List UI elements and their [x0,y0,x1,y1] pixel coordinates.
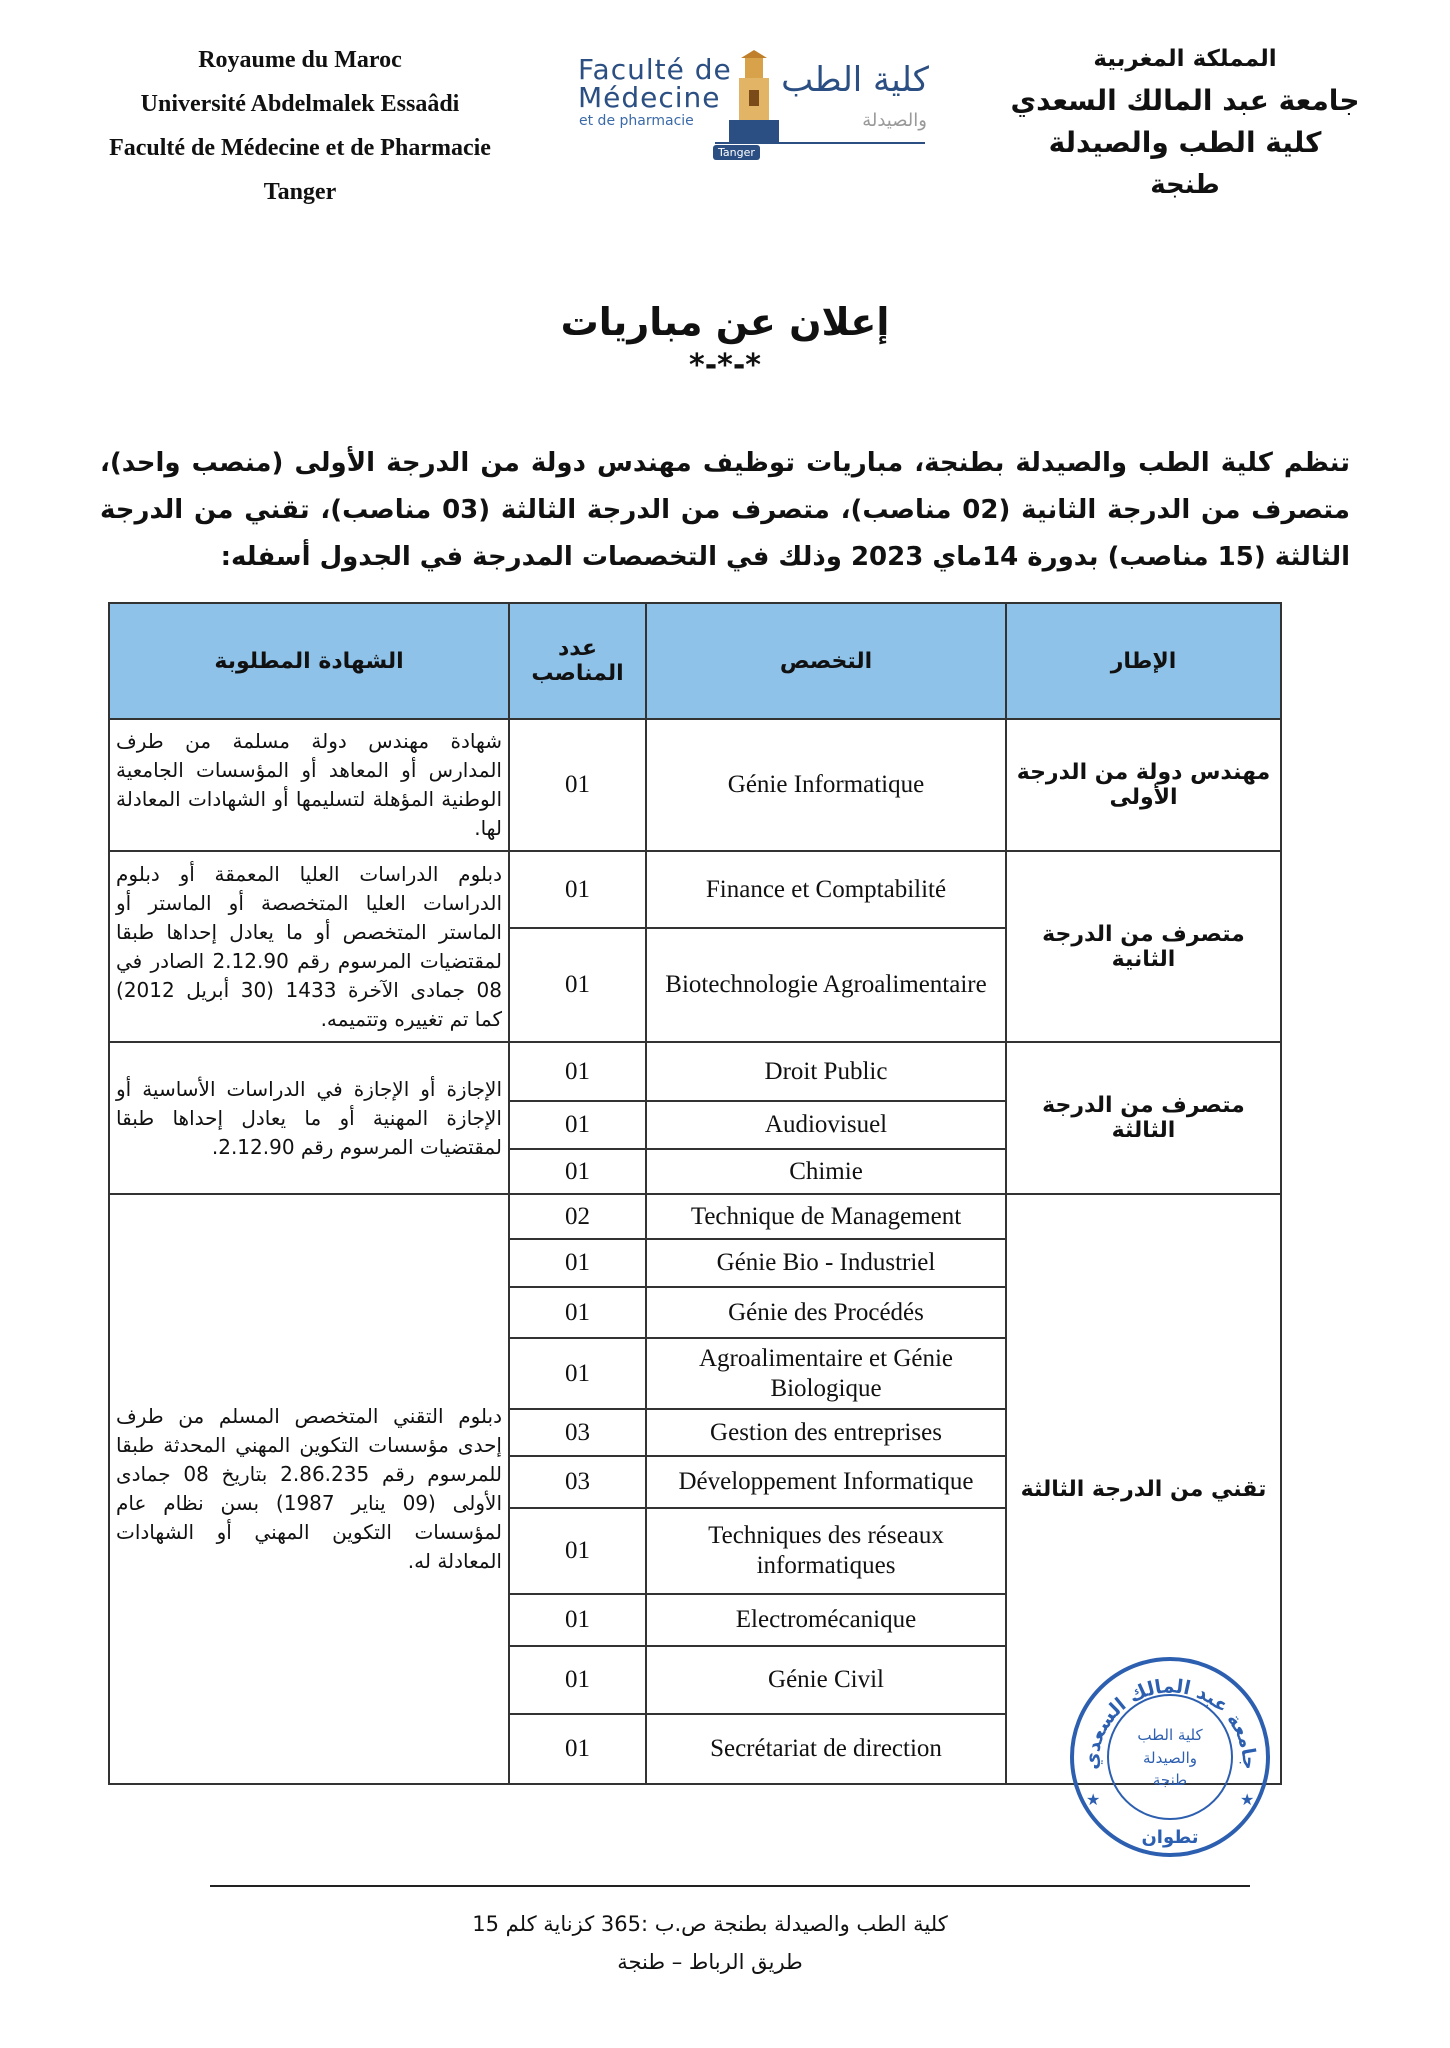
count-cell: 01 [509,1646,646,1714]
tower-icon [725,50,783,150]
specialty-cell: Electromécanique [646,1594,1006,1646]
specialty-cell: Développement Informatique [646,1456,1006,1508]
specialty-cell: Génie Bio - Industriel [646,1239,1006,1287]
specialty-cell: Techniques des réseaux informatiques [646,1508,1006,1594]
header-rank: الإطار [1006,603,1281,719]
table-row [109,851,1281,928]
footer-divider [210,1885,1250,1887]
logo-arabic-sub: والصيدلة [862,110,927,131]
footer-line: كلية الطب والصيدلة بطنجة ص.ب :365 كزناية كلم 15 [472,1912,948,1936]
faculty-logo [575,50,935,165]
count-cell: 01 [509,1149,646,1194]
diploma-cell: دبلوم التقني المتخصص المسلم من طرف إحدى مؤسسات التكوين المهني المحدثة طبقا للمرسوم رقم 2.86.235 بتاريخ 08 جمادى الأولى (09 يناير 1987) بسن نظام عام لمؤسسات التكوين المهني أو الشهادات المعادلة له. [109,1194,509,1784]
header-left-line: Faculté de Médecine et de Pharmacie [109,135,491,161]
header-diploma: الشهادة المطلوبة [109,603,509,719]
logo-arabic-name: كلية الطب [781,60,929,100]
header-right-line: جامعة عبد المالك السعدي [1010,84,1360,117]
count-cell: 01 [509,1239,646,1287]
count-cell: 01 [509,1714,646,1784]
stamp-center-line: طنجة [1152,1771,1188,1789]
specialty-cell: Secrétariat de direction [646,1714,1006,1784]
header-right-line: كلية الطب والصيدلة [1048,126,1322,159]
diploma-cell: الإجازة أو الإجازة في الدراسات الأساسية أو الإجازة المهنية أو ما يعادل إحداها طبقا لمقتضيات المرسوم رقم 2.12.90. [109,1042,509,1194]
rank-cell: مهندس دولة من الدرجة الأولى [1006,719,1281,851]
specialty-cell: Chimie [646,1149,1006,1194]
logo-french-name [578,53,732,114]
specialty-cell: Finance et Comptabilité [646,851,1006,928]
diploma-cell: دبلوم الدراسات العليا المعمقة أو دبلوم الدراسات العليا المتخصصة أو الماستر أو الماستر المتخصص أو ما يعادل إحداها طبقا لمقتضيات المرسوم رقم 2.12.90 الصادر في 08 جمادى الآخرة 1433 (30 أبريل 2012) كما تم تغييره وتتميمه. [109,851,509,1042]
title-separator: *-*-* [689,348,761,383]
header-left-line: Tanger [263,179,337,205]
count-cell: 03 [509,1456,646,1508]
logo-badge: Tanger [713,145,760,160]
stamp-center-line: والصيدلة [1142,1749,1198,1767]
logo-underline [715,142,925,144]
count-cell: 01 [509,1338,646,1409]
count-cell: 01 [509,1042,646,1101]
intro-paragraph: تنظم كلية الطب والصيدلة بطنجة، مباريات توظيف مهندس دولة من الدرجة الأولى (منصب واحد)، متصرف من الدرجة الثانية (02 مناصب)، متصرف من الدرجة الثالثة (03 مناصب)، تقني من الدرجة الثالثة (15 مناصب) بدورة 14ماي 2023 وذلك في التخصصات المدرجة في الجدول أسفله: [100,448,1350,572]
table-header-row [109,603,1281,719]
diploma-cell: شهادة مهندس دولة مسلمة من طرف المدارس أو المعاهد أو المؤسسات الجامعية الوطنية المؤهلة لتسليمها أو الشهادات المعادلة لها. [109,719,509,851]
table-row [109,1042,1281,1101]
specialty-cell: Audiovisuel [646,1101,1006,1149]
header-count: عدد المناصب [509,603,646,719]
specialty-cell: Technique de Management [646,1194,1006,1239]
stamp-bottom-text: تطوان [1141,1827,1199,1848]
header-left-line: Royaume du Maroc [198,47,402,73]
stamp-star-icon: ★ [1240,1790,1255,1809]
logo-fr-line1: Faculté de [578,53,732,86]
rank-cell: تقني من الدرجة الثالثة [1006,1194,1281,1784]
specialty-cell: Agroalimentaire et Génie Biologique [646,1338,1006,1409]
count-cell: 02 [509,1194,646,1239]
header-right-block [1000,38,1370,206]
header-left-block [80,38,520,214]
specialty-cell: Gestion des entreprises [646,1409,1006,1456]
specialty-cell: Génie Informatique [646,719,1006,851]
positions-table [108,602,1282,1785]
page-title: إعلان عن مباريات [560,300,890,344]
footer-address [400,1905,1020,1981]
count-cell: 01 [509,851,646,928]
specialty-cell: Génie des Procédés [646,1287,1006,1338]
stamp-center-line: كلية الطب [1137,1726,1203,1744]
logo-fr-sub: et de pharmacie [579,113,694,129]
count-cell: 01 [509,1287,646,1338]
official-stamp [1068,1655,1273,1860]
stamp-star-icon: ★ [1086,1790,1101,1809]
rank-cell: متصرف من الدرجة الثالثة [1006,1042,1281,1194]
count-cell: 01 [509,1508,646,1594]
header-left-line: Université Abdelmalek Essaâdi [140,91,460,117]
count-cell: 01 [509,1101,646,1149]
logo-fr-line2: Médecine [578,81,721,114]
stamp-ring-text: جامعة عبد المالك السعدي [1080,1675,1261,1771]
count-cell: 01 [509,928,646,1042]
header-right-line: طنجة [1150,170,1220,200]
specialty-cell: Biotechnologie Agroalimentaire [646,928,1006,1042]
count-cell: 01 [509,1594,646,1646]
specialty-cell: Droit Public [646,1042,1006,1101]
count-cell: 01 [509,719,646,851]
table-row [109,719,1281,851]
specialty-cell: Génie Civil [646,1646,1006,1714]
header-right-line: المملكة المغربية [1093,46,1277,72]
footer-line: طريق الرباط – طنجة [617,1950,803,1974]
rank-cell: متصرف من الدرجة الثانية [1006,851,1281,1042]
header-specialty: التخصص [646,603,1006,719]
count-cell: 03 [509,1409,646,1456]
table-row [109,1194,1281,1239]
